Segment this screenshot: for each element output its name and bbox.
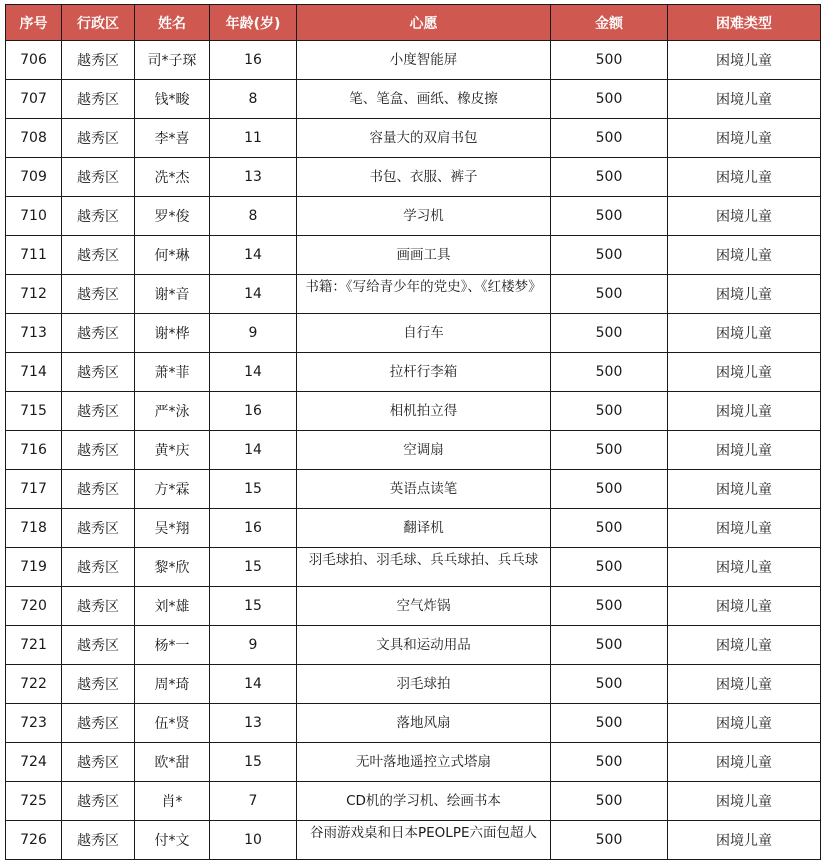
cell-age: 11 — [210, 119, 297, 158]
cell-district: 越秀区 — [62, 158, 135, 197]
table-row — [6, 392, 821, 431]
cell-wish — [297, 119, 551, 158]
cell-district: 越秀区 — [62, 509, 135, 548]
cell-name: 肖* — [135, 782, 210, 821]
cell-difficulty-type: 困境儿童 — [668, 275, 821, 314]
cell-index: 710 — [6, 197, 62, 236]
cell-wish — [297, 548, 551, 587]
cell-age: 13 — [210, 704, 297, 743]
wish-text: 无叶落地遥控立式塔扇 — [356, 753, 491, 770]
cell-district: 越秀区 — [62, 704, 135, 743]
cell-difficulty-type: 困境儿童 — [668, 236, 821, 275]
cell-age: 8 — [210, 80, 297, 119]
cell-wish — [297, 782, 551, 821]
wish-text: 书包、衣服、裤子 — [369, 168, 478, 185]
cell-district: 越秀区 — [62, 392, 135, 431]
cell-index: 714 — [6, 353, 62, 392]
cell-age: 14 — [210, 431, 297, 470]
cell-index: 709 — [6, 158, 62, 197]
table-row — [6, 626, 821, 665]
cell-age: 14 — [210, 236, 297, 275]
cell-district: 越秀区 — [62, 626, 135, 665]
cell-name: 冼*杰 — [135, 158, 210, 197]
cell-district: 越秀区 — [62, 587, 135, 626]
cell-index: 708 — [6, 119, 62, 158]
wish-text: 羽毛球拍、羽毛球、兵乓球拍、兵乓球 — [308, 551, 539, 568]
cell-age: 16 — [210, 41, 297, 80]
cell-difficulty-type: 困境儿童 — [668, 665, 821, 704]
cell-index: 707 — [6, 80, 62, 119]
cell-wish — [297, 509, 551, 548]
cell-age: 14 — [210, 353, 297, 392]
wish-text: 空调扇 — [403, 441, 444, 458]
cell-wish — [297, 236, 551, 275]
cell-wish — [297, 431, 551, 470]
cell-difficulty-type: 困境儿童 — [668, 158, 821, 197]
cell-index: 715 — [6, 392, 62, 431]
cell-difficulty-type: 困境儿童 — [668, 392, 821, 431]
cell-index: 718 — [6, 509, 62, 548]
cell-name: 黄*庆 — [135, 431, 210, 470]
cell-difficulty-type: 困境儿童 — [668, 353, 821, 392]
cell-wish — [297, 80, 551, 119]
wish-text: 谷雨游戏桌和日本PEOLPE六面包超人 — [310, 824, 537, 841]
cell-age: 16 — [210, 392, 297, 431]
header-wish: 心愿 — [297, 5, 551, 41]
cell-amount: 500 — [551, 392, 668, 431]
cell-difficulty-type: 困境儿童 — [668, 197, 821, 236]
wish-table-container — [5, 4, 821, 860]
wish-text: 空气炸锅 — [396, 597, 451, 614]
cell-amount: 500 — [551, 275, 668, 314]
cell-wish — [297, 353, 551, 392]
table-row — [6, 548, 821, 587]
cell-difficulty-type: 困境儿童 — [668, 80, 821, 119]
cell-wish — [297, 665, 551, 704]
cell-name: 谢*音 — [135, 275, 210, 314]
wish-text: 书籍：《写给青少年的党史》、《红楼梦》 — [305, 278, 542, 295]
cell-amount: 500 — [551, 41, 668, 80]
cell-name: 伍*贤 — [135, 704, 210, 743]
cell-index: 723 — [6, 704, 62, 743]
wish-text: 羽毛球拍 — [396, 675, 451, 692]
cell-district: 越秀区 — [62, 275, 135, 314]
wish-text: CD机的学习机、绘画书本 — [346, 792, 501, 809]
cell-index: 722 — [6, 665, 62, 704]
cell-wish — [297, 470, 551, 509]
cell-age: 13 — [210, 158, 297, 197]
cell-index: 725 — [6, 782, 62, 821]
cell-name: 周*琦 — [135, 665, 210, 704]
cell-wish — [297, 275, 551, 314]
cell-difficulty-type: 困境儿童 — [668, 626, 821, 665]
header-age: 年龄(岁) — [210, 5, 297, 41]
table-row — [6, 704, 821, 743]
header-index: 序号 — [6, 5, 62, 41]
cell-amount: 500 — [551, 782, 668, 821]
cell-index: 712 — [6, 275, 62, 314]
cell-amount: 500 — [551, 314, 668, 353]
cell-age: 15 — [210, 548, 297, 587]
wish-text: 小度智能屏 — [389, 51, 458, 68]
cell-index: 717 — [6, 470, 62, 509]
cell-difficulty-type: 困境儿童 — [668, 470, 821, 509]
cell-district: 越秀区 — [62, 197, 135, 236]
cell-name: 方*霖 — [135, 470, 210, 509]
cell-amount: 500 — [551, 743, 668, 782]
wish-table — [5, 4, 821, 860]
header-row — [6, 5, 821, 41]
cell-age: 10 — [210, 821, 297, 860]
cell-amount: 500 — [551, 626, 668, 665]
cell-wish — [297, 314, 551, 353]
wish-text: 落地风扇 — [396, 714, 451, 731]
table-row — [6, 158, 821, 197]
table-row — [6, 197, 821, 236]
cell-wish — [297, 743, 551, 782]
cell-wish — [297, 41, 551, 80]
cell-amount: 500 — [551, 353, 668, 392]
cell-name: 李*喜 — [135, 119, 210, 158]
wish-text: 画画工具 — [396, 246, 451, 263]
table-body — [6, 41, 821, 860]
cell-wish — [297, 587, 551, 626]
table-row — [6, 587, 821, 626]
cell-amount: 500 — [551, 821, 668, 860]
header-name: 姓名 — [135, 5, 210, 41]
cell-age: 15 — [210, 587, 297, 626]
table-row — [6, 821, 821, 860]
cell-age: 9 — [210, 314, 297, 353]
cell-wish — [297, 626, 551, 665]
cell-index: 726 — [6, 821, 62, 860]
cell-wish — [297, 704, 551, 743]
cell-name: 谢*桦 — [135, 314, 210, 353]
cell-wish — [297, 392, 551, 431]
cell-index: 711 — [6, 236, 62, 275]
cell-amount: 500 — [551, 548, 668, 587]
cell-wish — [297, 197, 551, 236]
cell-index: 724 — [6, 743, 62, 782]
cell-district: 越秀区 — [62, 782, 135, 821]
wish-text: 容量大的双肩书包 — [369, 129, 478, 146]
table-row — [6, 41, 821, 80]
table-row — [6, 353, 821, 392]
cell-age: 15 — [210, 743, 297, 782]
cell-difficulty-type: 困境儿童 — [668, 119, 821, 158]
cell-name: 萧*菲 — [135, 353, 210, 392]
cell-difficulty-type: 困境儿童 — [668, 587, 821, 626]
cell-amount: 500 — [551, 119, 668, 158]
cell-name: 付*文 — [135, 821, 210, 860]
table-row — [6, 314, 821, 353]
cell-name: 欧*甜 — [135, 743, 210, 782]
cell-name: 严*泳 — [135, 392, 210, 431]
cell-difficulty-type: 困境儿童 — [668, 743, 821, 782]
wish-text: 文具和运动用品 — [376, 636, 471, 653]
table-row — [6, 665, 821, 704]
cell-name: 刘*雄 — [135, 587, 210, 626]
cell-name: 司*子琛 — [135, 41, 210, 80]
cell-district: 越秀区 — [62, 119, 135, 158]
cell-district: 越秀区 — [62, 353, 135, 392]
cell-amount: 500 — [551, 587, 668, 626]
table-row — [6, 743, 821, 782]
header-difficulty-type: 困难类型 — [668, 5, 821, 41]
cell-district: 越秀区 — [62, 665, 135, 704]
cell-difficulty-type: 困境儿童 — [668, 509, 821, 548]
wish-text: 拉杆行李箱 — [389, 363, 458, 380]
cell-district: 越秀区 — [62, 470, 135, 509]
cell-age: 14 — [210, 275, 297, 314]
cell-age: 9 — [210, 626, 297, 665]
cell-amount: 500 — [551, 704, 668, 743]
cell-index: 719 — [6, 548, 62, 587]
cell-index: 713 — [6, 314, 62, 353]
cell-district: 越秀区 — [62, 431, 135, 470]
wish-text: 英语点读笔 — [389, 480, 458, 497]
table-row — [6, 509, 821, 548]
cell-amount: 500 — [551, 197, 668, 236]
cell-district: 越秀区 — [62, 548, 135, 587]
table-row — [6, 236, 821, 275]
cell-difficulty-type: 困境儿童 — [668, 314, 821, 353]
cell-difficulty-type: 困境儿童 — [668, 41, 821, 80]
cell-index: 706 — [6, 41, 62, 80]
cell-difficulty-type: 困境儿童 — [668, 431, 821, 470]
table-row — [6, 80, 821, 119]
cell-difficulty-type: 困境儿童 — [668, 704, 821, 743]
wish-text: 自行车 — [403, 324, 444, 341]
wish-text: 学习机 — [403, 207, 444, 224]
header-district: 行政区 — [62, 5, 135, 41]
cell-index: 721 — [6, 626, 62, 665]
table-row — [6, 431, 821, 470]
cell-district: 越秀区 — [62, 80, 135, 119]
cell-district: 越秀区 — [62, 236, 135, 275]
cell-district: 越秀区 — [62, 743, 135, 782]
cell-district: 越秀区 — [62, 41, 135, 80]
cell-age: 8 — [210, 197, 297, 236]
cell-index: 716 — [6, 431, 62, 470]
cell-wish — [297, 821, 551, 860]
cell-age: 16 — [210, 509, 297, 548]
cell-difficulty-type: 困境儿童 — [668, 821, 821, 860]
table-row — [6, 119, 821, 158]
cell-wish — [297, 158, 551, 197]
cell-amount: 500 — [551, 80, 668, 119]
cell-index: 720 — [6, 587, 62, 626]
cell-age: 14 — [210, 665, 297, 704]
cell-name: 钱*畯 — [135, 80, 210, 119]
table-row — [6, 275, 821, 314]
cell-name: 黎*欣 — [135, 548, 210, 587]
cell-name: 何*琳 — [135, 236, 210, 275]
cell-age: 7 — [210, 782, 297, 821]
table-row — [6, 782, 821, 821]
cell-difficulty-type: 困境儿童 — [668, 548, 821, 587]
cell-difficulty-type: 困境儿童 — [668, 782, 821, 821]
cell-amount: 500 — [551, 665, 668, 704]
cell-amount: 500 — [551, 158, 668, 197]
cell-amount: 500 — [551, 509, 668, 548]
header-amount: 金额 — [551, 5, 668, 41]
wish-text: 笔、笔盒、画纸、橡皮擦 — [349, 90, 498, 107]
cell-amount: 500 — [551, 236, 668, 275]
table-row — [6, 470, 821, 509]
cell-name: 罗*俊 — [135, 197, 210, 236]
cell-name: 杨*一 — [135, 626, 210, 665]
cell-district: 越秀区 — [62, 821, 135, 860]
wish-text: 相机拍立得 — [389, 402, 458, 419]
cell-age: 15 — [210, 470, 297, 509]
cell-district: 越秀区 — [62, 314, 135, 353]
wish-text: 翻译机 — [403, 519, 444, 536]
cell-name: 吴*翔 — [135, 509, 210, 548]
cell-amount: 500 — [551, 431, 668, 470]
cell-amount: 500 — [551, 470, 668, 509]
